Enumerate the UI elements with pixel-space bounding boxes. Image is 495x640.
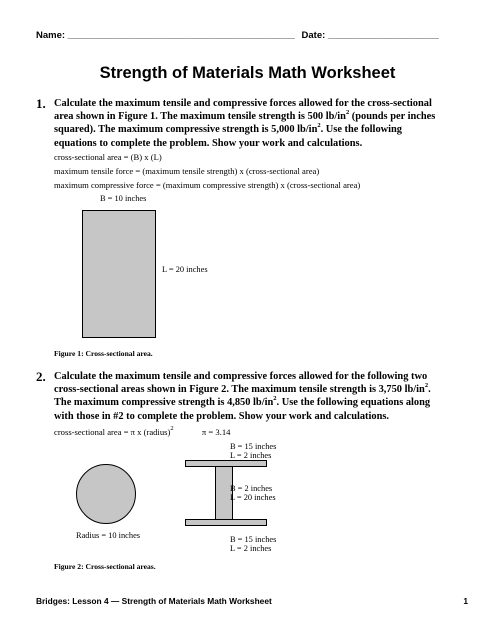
footer-text: Bridges: Lesson 4 — Strength of Materials Math Worksheet <box>36 596 272 606</box>
question-1-text <box>54 97 474 150</box>
question-2-line: cross-sectional areas shown in Figure 2. The maximum tensile strength is 3,750 $lb/in^2$. <box>54 381 431 396</box>
date-line[interactable]: Date: _____________________ <box>301 30 439 41</box>
question-2-line: with those in #2 to complete the problem. Show your work and calculations. <box>54 410 390 422</box>
web-labels: B = 2 inches L = 20 inches <box>230 484 276 502</box>
equation-tensile-force: maximum tensile force = (maximum tensile strength) x (cross-sectional area) <box>54 166 320 176</box>
equation-pi: π = 3.14 <box>201 427 231 437</box>
question-2-line: Calculate the maximum tensile and compressive forces allowed for the following two <box>54 371 428 382</box>
equation-area: cross-sectional area = (B) x (L) <box>54 152 162 162</box>
circle-cross-section <box>76 464 136 524</box>
radius-label: Radius = 10 inches <box>76 531 141 540</box>
page-number: 1 <box>463 596 468 606</box>
equation-circle-area: cross-sectional area = π x (radius)$^2$ π = 3.14 <box>54 425 231 437</box>
figure-2-caption: Figure 2: Cross-sectional areas. <box>54 562 156 571</box>
top-flange-labels: B = 15 inches L = 2 inches <box>230 442 277 460</box>
name-line[interactable]: Name: ___________________________________________ <box>36 30 295 41</box>
name-date-header <box>36 30 438 41</box>
question-2-line: The maximum compressive strength is 4,850 $lb/in^2$. Use the following equations along <box>54 394 431 409</box>
question-2-number: 2. <box>36 369 46 384</box>
figure-1-l-label: L = 20 inches <box>162 265 208 274</box>
page-footer <box>36 596 468 606</box>
question-1-number: 1. <box>36 96 46 111</box>
rectangle-cross-section <box>82 210 156 338</box>
figure-1-b-label: B = 10 inches <box>100 194 147 203</box>
figure-1-caption: Figure 1: Cross-sectional area. <box>54 349 153 358</box>
bottom-flange-labels: B = 15 inches L = 2 inches <box>230 535 277 553</box>
question-1-line: squared). The maximum compressive strength is 5,000 $lb/in^2$. Use the following <box>54 121 402 136</box>
page-title: Strength of Materials Math Worksheet <box>99 64 396 82</box>
question-2-text <box>54 370 484 423</box>
question-1-line: equations to complete the problem. Show your work and calculations. <box>54 137 363 149</box>
question-1-line: Calculate the maximum tensile and compressive forces allowed for the cross-sectional <box>54 98 432 109</box>
question-1-line: area shown in Figure 1. The maximum tensile strength is 500 $lb/in^2$ (pounds per inches <box>54 108 436 123</box>
equation-compressive-force: maximum compressive force = (maximum compressive strength) x (cross-sectional area) <box>54 180 361 190</box>
i-beam-bottom-flange <box>185 519 267 526</box>
